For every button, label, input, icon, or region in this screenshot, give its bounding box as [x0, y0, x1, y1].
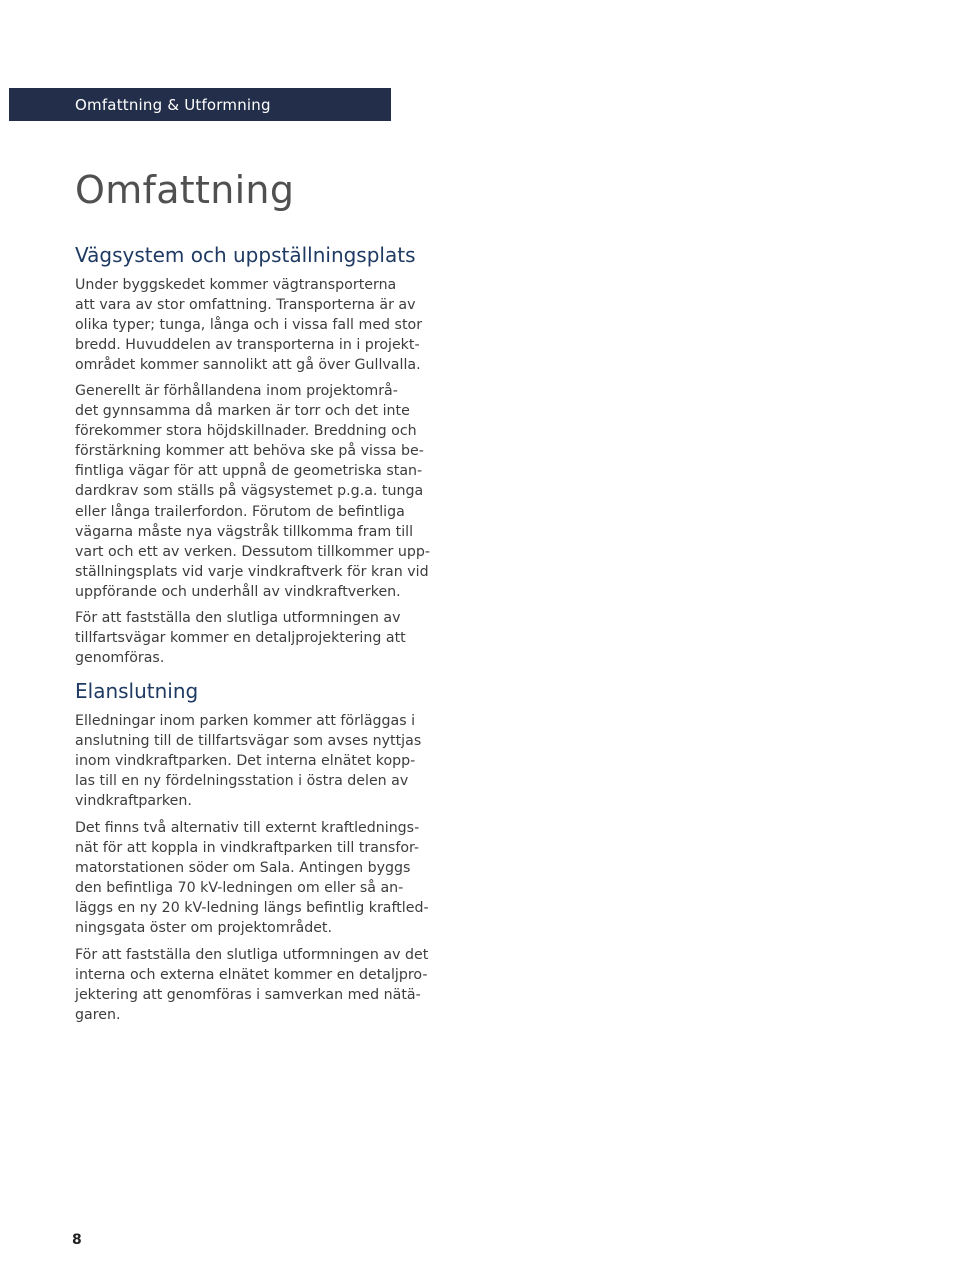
paragraph [75, 608, 406, 668]
text-line: dardkrav som ställs på vägsystemet p.g.a. tunga [75, 483, 424, 500]
text-line: Det finns två alternativ till externt kraftlednings- [75, 820, 420, 836]
paragraph [75, 381, 430, 602]
text-line: förekommer stora höjdskillnader. Breddning och [75, 423, 417, 440]
text-line: vindkraftparken. [75, 793, 192, 810]
text-line: tillfartsvägar kommer en detaljprojektering att [75, 630, 406, 647]
text-line: den befintliga 70 kV-ledningen om eller så an- [75, 880, 404, 897]
text-line: vart och ett av verken. Dessutom tillkommer upp- [75, 543, 430, 560]
text-line: olika typer; tunga, långa och i vissa fall med stor [75, 317, 423, 334]
text-line: matorstationen söder om Sala. Antingen byggs [75, 860, 411, 877]
text-line: fintliga vägar för att uppnå de geometriska stan- [75, 463, 423, 480]
paragraph [75, 711, 421, 811]
text-line: att vara av stor omfattning. Transporterna är av [75, 297, 416, 314]
text-line: bredd. Huvuddelen av transporterna in i projekt- [75, 337, 420, 354]
text-line: För att fastställa den slutliga utformningen av [75, 610, 401, 626]
text-line: jektering att genomföras i samverkan med nätä- [75, 987, 421, 1004]
text-line: inom vindkraftparken. Det interna elnätet kopp- [75, 753, 416, 770]
text-line: Elledningar inom parken kommer att förläggas i [75, 713, 416, 729]
text-line: uppförande och underhåll av vindkraftverken. [75, 583, 401, 600]
text-line: Under byggskedet kommer vägtransporterna [75, 277, 397, 293]
text-line: las till en ny fördelningsstation i östra delen av [75, 773, 409, 790]
section-header-label: Omfattning & Utformning [75, 95, 271, 114]
section-heading-elanslutning: Elanslutning [75, 679, 199, 703]
text-line: För att fastställa den slutliga utformningen av det [75, 947, 429, 963]
text-line: ningsgata öster om projektområdet. [75, 920, 332, 937]
section-header-bar [9, 88, 391, 121]
text-line: Generellt är förhållandena inom projektområ- [75, 383, 398, 399]
text-line: området kommer sannolikt att gå över Gullvalla. [75, 357, 421, 374]
text-line: förstärkning kommer att behöva ske på vissa be- [75, 443, 424, 460]
text-line: ställningsplats vid varje vindkraftverk för kran vid [75, 563, 429, 580]
text-line: läggs en ny 20 kV-ledning längs befintlig kraftled- [75, 900, 429, 917]
paragraph [75, 275, 422, 375]
paragraph [75, 818, 429, 939]
text-line: nät för att koppla in vindkraftparken till transfor- [75, 840, 420, 857]
page-number: 8 [72, 1232, 82, 1248]
text-line: interna och externa elnätet kommer en detaljpro- [75, 967, 428, 984]
paragraph [75, 945, 428, 1025]
text-line: det gynnsamma då marken är torr och det inte [75, 403, 410, 420]
text-line: genomföras. [75, 650, 165, 667]
text-line: garen. [75, 1007, 121, 1024]
section-heading-vagsystem: Vägsystem och uppställningsplats [75, 243, 416, 267]
text-line: eller långa trailerfordon. Förutom de befintliga [75, 503, 405, 520]
text-line: vägarna måste nya vägstråk tillkomma fram till [75, 523, 414, 540]
page-title: Omfattning [75, 168, 295, 212]
text-line: anslutning till de tillfartsvägar som avses nyttjas [75, 733, 422, 750]
